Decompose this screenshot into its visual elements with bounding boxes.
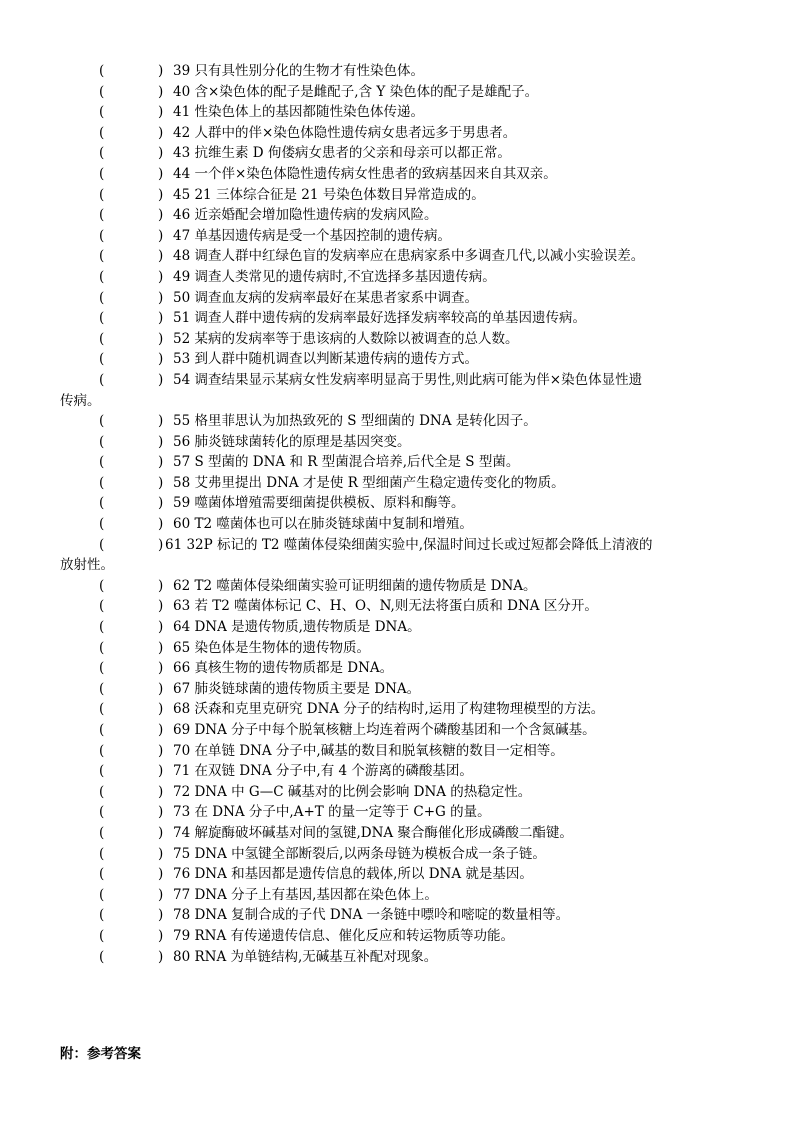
question-item <box>0 452 794 473</box>
answer-blank-open: ( <box>99 742 105 759</box>
question-item <box>0 473 794 494</box>
answer-blank-open: ( <box>99 495 105 512</box>
answer-blank-open: ( <box>99 866 105 883</box>
answer-blank-close: ) <box>158 104 164 121</box>
answer-blank-open: ( <box>99 83 105 100</box>
question-item <box>0 370 794 391</box>
question-item <box>0 576 794 597</box>
question-item <box>0 596 794 617</box>
answer-blank-close: ) <box>158 248 164 265</box>
question-item <box>0 782 794 803</box>
question-item <box>0 349 794 370</box>
question-text: 74 解旋酶破坏碱基对间的氢键,DNA 聚合酶催化形成磷酸二酯键。 <box>173 824 573 841</box>
answer-blank-open: ( <box>99 351 105 368</box>
question-item <box>0 205 794 226</box>
question-text: 39 只有具性别分化的生物才有性染色体。 <box>173 63 424 79</box>
answer-blank-open: ( <box>99 186 105 203</box>
answer-blank-close: ) <box>158 454 164 471</box>
question-item <box>0 288 794 309</box>
question-item <box>0 102 794 123</box>
answer-blank-open: ( <box>99 598 105 615</box>
answer-blank-open: ( <box>99 907 105 924</box>
question-item <box>0 246 794 267</box>
answer-blank-open: ( <box>99 680 105 697</box>
question-item <box>0 185 794 206</box>
appendix-title: 附：参考答案 <box>60 1046 141 1062</box>
answer-blank-close: ) <box>158 227 164 244</box>
answer-blank-open: ( <box>99 165 105 182</box>
answer-blank-close: ) <box>158 268 164 285</box>
answer-blank-close: ) <box>158 824 164 841</box>
answer-blank-open: ( <box>99 516 105 533</box>
question-list <box>0 61 794 967</box>
question-text: 69 DNA 分子中每个脱氧核糖上均连着两个磷酸基团和一个含氮碱基。 <box>173 722 596 738</box>
answer-blank-close: ) <box>158 907 164 924</box>
answer-blank-close: ) <box>158 804 164 821</box>
question-text-continuation: 传病。 <box>60 392 101 409</box>
answer-blank-open: ( <box>99 227 105 244</box>
question-text: 66 真核生物的遗传物质都是 DNA。 <box>173 660 394 677</box>
question-text: 75 DNA 中氢键全部断裂后,以两条母链为模板合成一条子链。 <box>173 845 546 862</box>
question-item <box>0 926 794 947</box>
answer-blank-close: ) <box>158 83 164 100</box>
question-item <box>0 699 794 720</box>
answer-blank-open: ( <box>99 927 105 944</box>
answer-blank-close: ) <box>158 474 164 491</box>
question-item <box>0 329 794 350</box>
answer-blank-open: ( <box>99 207 105 224</box>
question-text: 59 噬菌体增殖需要细菌提供模板、原料和酶等。 <box>173 495 465 512</box>
question-text: 49 调查人类常见的遗传病时,不宜选择多基因遗传病。 <box>173 268 496 285</box>
question-item <box>0 411 794 432</box>
question-text: 56 肺炎链球菌转化的原理是基因突变。 <box>173 433 411 450</box>
answer-blank-close: ) <box>158 536 164 553</box>
answer-blank-open: ( <box>99 722 105 738</box>
answer-blank-close: ) <box>158 433 164 450</box>
answer-blank-close: ) <box>158 783 164 800</box>
answer-blank-open: ( <box>99 886 105 903</box>
answer-blank-open: ( <box>99 845 105 862</box>
question-text: 46 近亲婚配会增加隐性遗传病的发病风险。 <box>173 207 438 224</box>
answer-blank-close: ) <box>158 866 164 883</box>
question-item <box>0 143 794 164</box>
question-text: 72 DNA 中 G—C 碱基对的比例会影响 DNA 的热稳定性。 <box>173 783 532 800</box>
answer-blank-close: ) <box>158 577 164 594</box>
question-text: 51 调查人群中遗传病的发病率最好选择发病率较高的单基因遗传病。 <box>173 310 586 327</box>
question-item <box>0 802 794 823</box>
question-text: 48 调查人群中红绿色盲的发病率应在患病家系中多调查几代,以减小实验误差。 <box>173 248 645 265</box>
answer-blank-close: ) <box>158 680 164 697</box>
answer-blank-close: ) <box>158 742 164 759</box>
answer-blank-open: ( <box>99 413 105 430</box>
answer-blank-open: ( <box>99 145 105 162</box>
question-text: 58 艾弗里提出 DNA 才是使 R 型细菌产生稳定遗传变化的物质。 <box>173 474 565 491</box>
answer-blank-close: ) <box>158 948 164 965</box>
answer-blank-open: ( <box>99 454 105 471</box>
question-text: 54 调查结果显示某病女性发病率明显高于男性,则此病可能为伴×染色体显性遗 <box>173 371 643 388</box>
question-item <box>0 432 794 453</box>
answer-blank-close: ) <box>158 351 164 368</box>
question-text: 53 到人群中随机调查以判断某遗传病的遗传方式。 <box>173 351 478 368</box>
answer-blank-close: ) <box>158 63 164 79</box>
answer-blank-close: ) <box>158 598 164 615</box>
answer-blank-close: ) <box>158 495 164 512</box>
answer-blank-close: ) <box>158 845 164 862</box>
question-item <box>0 617 794 638</box>
question-text: 62 T2 噬菌体侵染细菌实验可证明细菌的遗传物质是 DNA。 <box>173 577 537 594</box>
question-text: 73 在 DNA 分子中,A+T 的量一定等于 C+G 的量。 <box>173 804 491 821</box>
question-text: 61 32P 标记的 T2 噬菌体侵染细菌实验中,保温时间过长或过短都会降低上清液的 <box>165 536 653 553</box>
answer-blank-close: ) <box>158 145 164 162</box>
answer-blank-close: ) <box>158 701 164 718</box>
answer-blank-open: ( <box>99 371 105 388</box>
question-text: 71 在双链 DNA 分子中,有 4 个游离的磷酸基团。 <box>173 763 473 780</box>
question-item <box>0 267 794 288</box>
question-text: 44 一个伴×染色体隐性遗传病女性患者的致病基因来自其双亲。 <box>173 165 557 182</box>
question-item <box>0 844 794 865</box>
answer-blank-open: ( <box>99 619 105 636</box>
question-text: 63 若 T2 噬菌体标记 C、H、O、N,则无法将蛋白质和 DNA 区分开。 <box>173 598 598 615</box>
question-item <box>0 514 794 535</box>
answer-blank-close: ) <box>158 763 164 780</box>
answer-blank-open: ( <box>99 824 105 841</box>
answer-blank-close: ) <box>158 330 164 347</box>
answer-blank-open: ( <box>99 289 105 306</box>
answer-blank-open: ( <box>99 63 105 79</box>
question-item <box>0 61 794 82</box>
answer-blank-open: ( <box>99 948 105 965</box>
question-text: 76 DNA 和基因都是遗传信息的载体,所以 DNA 就是基因。 <box>173 866 533 883</box>
question-item <box>0 905 794 926</box>
question-text: 40 含×染色体的配子是雌配子,含 Y 染色体的配子是雄配子。 <box>173 83 539 100</box>
question-item <box>0 226 794 247</box>
answer-blank-open: ( <box>99 783 105 800</box>
answer-blank-open: ( <box>99 330 105 347</box>
answer-blank-close: ) <box>158 639 164 656</box>
answer-blank-close: ) <box>158 207 164 224</box>
question-text: 64 DNA 是遗传物质,遗传物质是 DNA。 <box>173 619 421 636</box>
answer-blank-close: ) <box>158 886 164 903</box>
answer-blank-close: ) <box>158 413 164 430</box>
question-text: 47 单基因遗传病是受一个基因控制的遗传病。 <box>173 227 451 244</box>
answer-blank-open: ( <box>99 104 105 121</box>
answer-blank-close: ) <box>158 165 164 182</box>
question-text: 45 21 三体综合征是 21 号染色体数目异常造成的。 <box>173 186 485 203</box>
question-text: 68 沃森和克里克研究 DNA 分子的结构时,运用了构建物理模型的方法。 <box>173 701 605 718</box>
question-text: 65 染色体是生物体的遗传物质。 <box>173 639 370 656</box>
question-text: 80 RNA 为单链结构,无碱基互补配对现象。 <box>173 948 438 965</box>
answer-blank-open: ( <box>99 701 105 718</box>
answer-blank-open: ( <box>99 577 105 594</box>
question-item <box>0 761 794 782</box>
answer-blank-open: ( <box>99 763 105 780</box>
question-text: 70 在单链 DNA 分子中,碱基的数目和脱氧核糖的数目一定相等。 <box>173 742 564 759</box>
answer-blank-close: ) <box>158 310 164 327</box>
question-text: 42 人群中的伴×染色体隐性遗传病女患者远多于男患者。 <box>173 124 517 141</box>
question-item <box>0 82 794 103</box>
question-item <box>0 535 794 556</box>
question-text: 79 RNA 有传递遗传信息、催化反应和转运物质等功能。 <box>173 927 514 944</box>
question-item <box>0 864 794 885</box>
question-text-continuation: 放射性。 <box>60 557 114 574</box>
question-item <box>0 720 794 741</box>
answer-blank-open: ( <box>99 474 105 491</box>
question-item <box>0 123 794 144</box>
question-item <box>0 164 794 185</box>
answer-blank-close: ) <box>158 124 164 141</box>
question-item <box>0 885 794 906</box>
question-text: 41 性染色体上的基因都随性染色体传递。 <box>173 104 424 121</box>
question-text: 50 调查血友病的发病率最好在某患者家系中调查。 <box>173 289 478 306</box>
question-text: 60 T2 噬菌体也可以在肺炎链球菌中复制和增殖。 <box>173 516 473 533</box>
answer-blank-close: ) <box>158 927 164 944</box>
answer-blank-open: ( <box>99 433 105 450</box>
question-text: 67 肺炎链球菌的遗传物质主要是 DNA。 <box>173 680 421 697</box>
question-text: 77 DNA 分子上有基因,基因都在染色体上。 <box>173 886 438 903</box>
answer-blank-open: ( <box>99 268 105 285</box>
question-text: 78 DNA 复制合成的子代 DNA 一条链中嘌呤和嘧啶的数量相等。 <box>173 907 570 924</box>
answer-blank-open: ( <box>99 660 105 677</box>
question-item <box>0 638 794 659</box>
question-text: 43 抗维生素 D 佝偻病女患者的父亲和母亲可以都正常。 <box>173 145 511 162</box>
question-item <box>0 493 794 514</box>
question-text: 52 某病的发病率等于患该病的人数除以被调查的总人数。 <box>173 330 519 347</box>
question-item <box>0 679 794 700</box>
answer-blank-open: ( <box>99 248 105 265</box>
question-item <box>0 823 794 844</box>
answer-blank-open: ( <box>99 639 105 656</box>
question-item <box>0 658 794 679</box>
answer-blank-close: ) <box>158 722 164 738</box>
answer-blank-open: ( <box>99 310 105 327</box>
question-item <box>0 308 794 329</box>
answer-blank-open: ( <box>99 536 105 553</box>
answer-blank-close: ) <box>158 289 164 306</box>
question-text: 55 格里菲思认为加热致死的 S 型细菌的 DNA 是转化因子。 <box>173 413 537 430</box>
answer-blank-open: ( <box>99 804 105 821</box>
question-text: 57 S 型菌的 DNA 和 R 型菌混合培养,后代全是 S 型菌。 <box>173 454 520 471</box>
answer-blank-open: ( <box>99 124 105 141</box>
answer-blank-close: ) <box>158 186 164 203</box>
question-item <box>0 947 794 968</box>
answer-blank-close: ) <box>158 619 164 636</box>
answer-blank-close: ) <box>158 371 164 388</box>
answer-blank-close: ) <box>158 660 164 677</box>
question-item <box>0 741 794 762</box>
answer-blank-close: ) <box>158 516 164 533</box>
